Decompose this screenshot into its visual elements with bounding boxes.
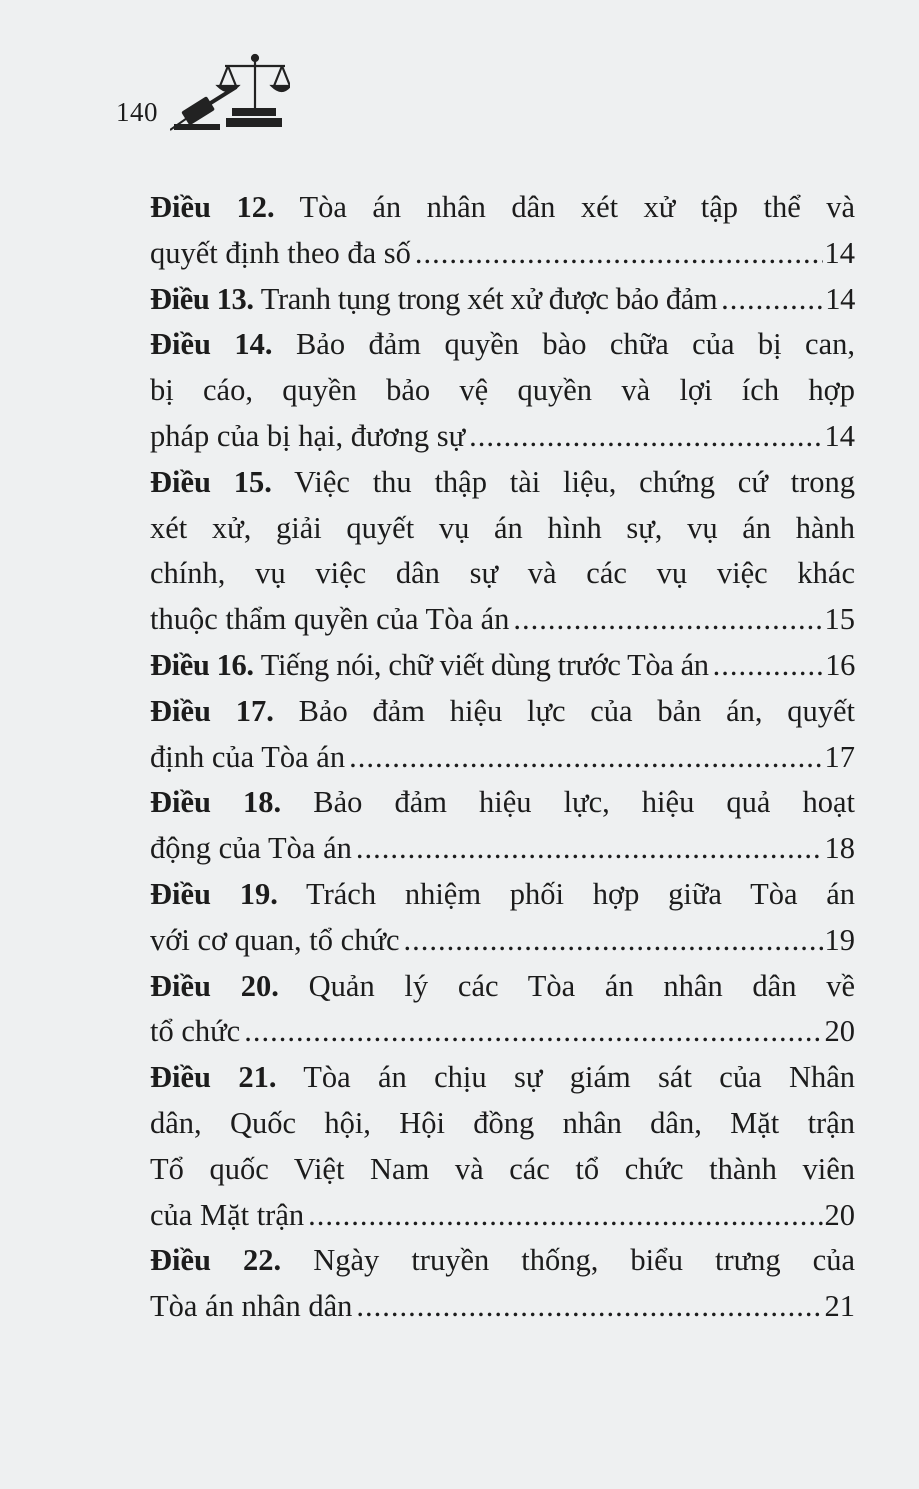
toc-entry-label: Điều 21. xyxy=(150,1060,277,1095)
toc-entry-label: Điều 14. xyxy=(150,327,273,362)
toc-entry-line xyxy=(150,506,855,552)
toc-page-number: 16 xyxy=(825,647,855,682)
toc-page-number: 17 xyxy=(824,739,855,774)
dot-leader xyxy=(415,231,823,277)
toc-entry-last-line xyxy=(150,597,855,643)
toc-entry-line xyxy=(150,1238,855,1284)
dot-leader xyxy=(356,826,823,872)
toc-entry-title-text: Tổ quốc Việt Nam và các tổ chức thành viên xyxy=(150,1151,855,1186)
dot-leader xyxy=(713,643,824,689)
toc-page-number: 14 xyxy=(824,235,855,270)
toc-entry-title-text: pháp của bị hại, đương sự xyxy=(150,418,466,453)
toc-entry-last-line xyxy=(150,231,855,277)
dot-leader xyxy=(469,414,822,460)
toc-entry xyxy=(150,964,855,1056)
toc-entry-title-text: Quản lý các Tòa án nhân dân về xyxy=(308,968,856,1003)
dot-leader xyxy=(721,277,823,323)
toc-entry-label: Điều 18. xyxy=(150,785,282,820)
dot-leader xyxy=(404,918,823,964)
toc-entry-last-line xyxy=(150,735,855,781)
toc-page-number: 19 xyxy=(824,922,855,957)
dot-leader xyxy=(513,597,822,643)
toc-entry xyxy=(150,780,855,872)
toc-entry xyxy=(150,872,855,964)
toc-entry-line xyxy=(150,689,855,735)
toc-page-number: 20 xyxy=(824,1014,855,1049)
toc-entry xyxy=(150,277,855,323)
scales-of-justice-gavel-icon xyxy=(170,52,290,132)
toc-page-number: 21 xyxy=(824,1289,855,1324)
toc-entry xyxy=(150,1055,855,1238)
toc-entry-title-text: thuộc thẩm quyền của Tòa án xyxy=(150,602,510,637)
table-of-contents xyxy=(150,185,855,1330)
dot-leader xyxy=(244,1009,822,1055)
toc-entry-title-text: của Mặt trận xyxy=(150,1197,305,1232)
toc-page-number: 14 xyxy=(824,418,855,453)
dot-leader xyxy=(308,1193,822,1239)
toc-entry-last-line xyxy=(150,1284,855,1330)
toc-entry-last-line xyxy=(150,1009,855,1055)
toc-entry-last-line xyxy=(150,643,855,689)
toc-page-number: 14 xyxy=(825,281,855,316)
toc-entry-title-text: Tòa án chịu sự giám sát của Nhân xyxy=(303,1060,856,1095)
toc-entry-label: Điều 17. xyxy=(150,693,274,728)
toc-entry-line xyxy=(150,185,855,231)
toc-entry xyxy=(150,1238,855,1330)
toc-entry xyxy=(150,185,855,277)
toc-entry-title-text: động của Tòa án xyxy=(150,831,352,866)
toc-entry xyxy=(150,643,855,689)
dot-leader xyxy=(356,1284,822,1330)
toc-entry xyxy=(150,460,855,643)
toc-entry-line xyxy=(150,551,855,597)
toc-page-number: 20 xyxy=(824,1197,855,1232)
toc-entry-last-line xyxy=(150,918,855,964)
toc-entry-line xyxy=(150,872,855,918)
toc-entry-label: Điều 12. xyxy=(150,190,275,224)
toc-entry-title-text: Trách nhiệm phối hợp giữa Tòa án xyxy=(306,876,856,911)
page-number: 140 xyxy=(116,97,158,127)
toc-entry-last-line xyxy=(150,826,855,872)
toc-page-number: 18 xyxy=(824,831,855,866)
toc-entry-title-text: định của Tòa án xyxy=(150,739,346,774)
toc-entry-line xyxy=(150,1055,855,1101)
toc-entry-line xyxy=(150,780,855,826)
toc-entry xyxy=(150,689,855,781)
toc-entry xyxy=(150,322,855,459)
toc-entry-title-text: Bảo đảm hiệu lực của bản án, quyết xyxy=(298,693,856,728)
toc-entry-last-line xyxy=(150,1193,855,1239)
toc-entry-title-text: xét xử, giải quyết vụ án hình sự, vụ án hành xyxy=(150,510,855,545)
toc-entry-title-text: Tranh tụng trong xét xử được bảo đảm xyxy=(260,281,718,316)
toc-entry-title-text: Tiếng nói, chữ viết dùng trước Tòa án xyxy=(260,647,709,682)
toc-entry-title-text: chính, vụ việc dân sự và các vụ việc khác xyxy=(150,556,855,591)
toc-entry-title-text: Bảo đảm hiệu lực, hiệu quả hoạt xyxy=(313,785,855,820)
toc-entry-title-text: Ngày truyền thống, biểu trưng của xyxy=(313,1243,856,1278)
toc-entry-last-line xyxy=(150,277,855,323)
toc-entry-line xyxy=(150,460,855,506)
toc-entry-title-text: tổ chức xyxy=(150,1014,241,1049)
toc-entry-label: Điều 22. xyxy=(150,1243,282,1278)
toc-entry-title-text: bị cáo, quyền bảo vệ quyền và lợi ích hợp xyxy=(150,373,855,408)
toc-entry-last-line xyxy=(150,414,855,460)
toc-entry-label: Điều 13. xyxy=(150,281,254,316)
toc-entry-title-text: Tòa án nhân dân xyxy=(150,1289,353,1324)
toc-entry-label: Điều 16. xyxy=(150,647,254,682)
toc-entry-line xyxy=(150,1101,855,1147)
toc-entry-label: Điều 19. xyxy=(150,876,278,911)
toc-entry-title-text: quyết định theo đa số xyxy=(150,235,411,270)
toc-entry-line xyxy=(150,1147,855,1193)
toc-entry-title-text: Bảo đảm quyền bào chữa của bị can, xyxy=(295,327,855,362)
toc-page-number: 15 xyxy=(824,602,855,637)
toc-entry-line xyxy=(150,368,855,414)
dot-leader xyxy=(349,735,822,781)
toc-entry-title-text: Tòa án nhân dân xét xử tập thể và xyxy=(299,190,855,224)
toc-entry-line xyxy=(150,964,855,1010)
toc-entry-line xyxy=(150,322,855,368)
toc-entry-title-text: với cơ quan, tổ chức xyxy=(150,922,400,957)
toc-entry-label: Điều 20. xyxy=(150,968,279,1003)
page-header xyxy=(116,52,316,142)
toc-entry-label: Điều 15. xyxy=(150,464,272,499)
toc-entry-title-text: Việc thu thập tài liệu, chứng cứ trong xyxy=(294,464,856,499)
toc-entry-title-text: dân, Quốc hội, Hội đồng nhân dân, Mặt trận xyxy=(150,1105,855,1140)
